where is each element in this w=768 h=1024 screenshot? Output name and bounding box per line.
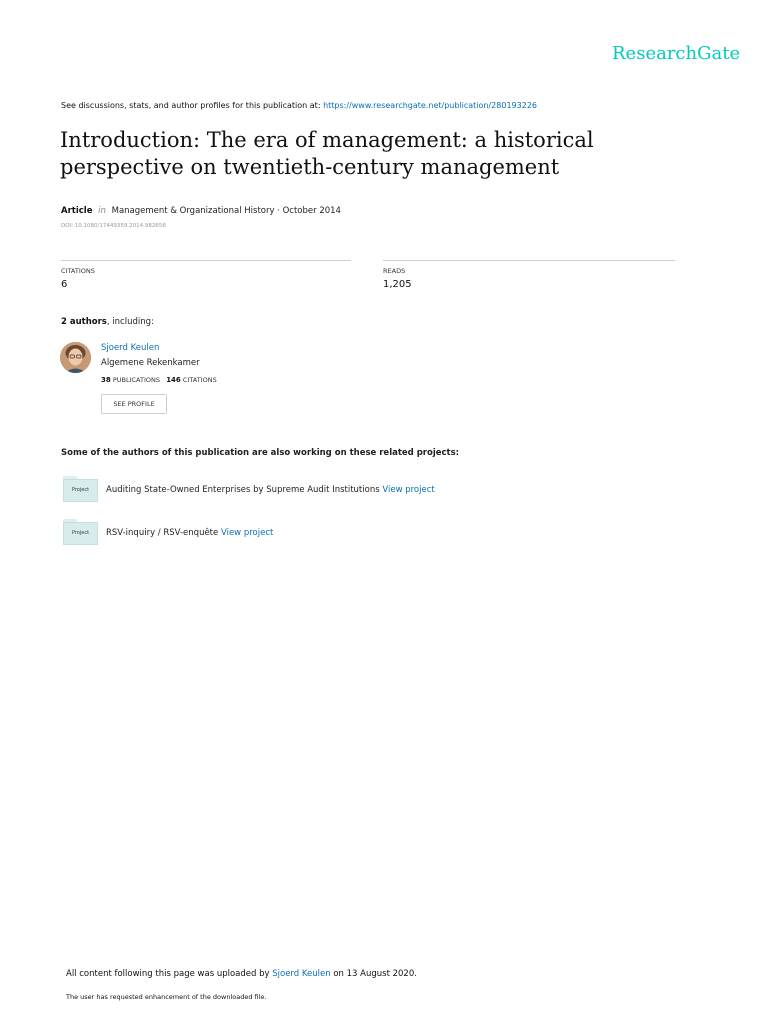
- reads-stat: [383, 267, 412, 290]
- author-name-link[interactable]: Sjoerd Keulen: [101, 343, 160, 353]
- see-text: See discussions, stats, and author profiles for this publication at:: [61, 101, 321, 110]
- citations-stat: [61, 267, 95, 290]
- reads-label: READS: [383, 267, 406, 275]
- upload-suffix: on 13 August 2020.: [333, 969, 417, 979]
- project-title: Auditing State-Owned Enterprises by Supreme Audit Institutions: [106, 485, 380, 495]
- project-item: [106, 528, 273, 538]
- enhancement-note: The user has requested enhancement of the downloaded file.: [66, 993, 267, 1001]
- project-icon: [63, 519, 98, 545]
- project-icon: [63, 476, 98, 502]
- authors-heading: [61, 317, 154, 327]
- project-title: RSV-inquiry / RSV-enquête: [106, 528, 219, 538]
- publication-meta: [61, 206, 341, 216]
- upload-prefix: All content following this page was uploaded by: [66, 969, 270, 979]
- citations-label: CITATIONS: [61, 267, 95, 275]
- publication-type: Article: [61, 206, 93, 216]
- citations-value: 6: [61, 279, 68, 290]
- authors-including: , including:: [106, 317, 154, 327]
- project-item: [106, 485, 435, 495]
- journal-date: Management & Organizational History · October 2014: [111, 206, 341, 216]
- reads-value: 1,205: [383, 279, 412, 290]
- author-stats: [101, 376, 217, 384]
- author-publications-count: 38: [101, 376, 111, 384]
- authors-count: 2 authors: [61, 317, 107, 327]
- reads-divider: [383, 260, 675, 261]
- upload-notice: [66, 969, 417, 979]
- author-publications-label: PUBLICATIONS: [112, 376, 160, 384]
- see-profile-button[interactable]: SEE PROFILE: [101, 394, 167, 414]
- publication-title: Introduction: The era of management: a historical perspective on twentieth-century management: [60, 128, 594, 179]
- doi-text: DOI: 10.1080/17449359.2014.982658: [61, 223, 166, 229]
- author-institution: Algemene Rekenkamer: [101, 358, 200, 368]
- avatar-image: [60, 342, 91, 373]
- discussion-line: [61, 101, 537, 110]
- view-project-link[interactable]: View project: [382, 485, 435, 495]
- view-project-link[interactable]: View project: [220, 528, 274, 538]
- related-projects-heading: Some of the authors of this publication are also working on these related projects:: [61, 448, 460, 458]
- uploader-link[interactable]: Sjoerd Keulen: [272, 969, 331, 979]
- author-avatar[interactable]: [60, 342, 91, 373]
- citations-divider: [61, 260, 351, 261]
- researchgate-logo[interactable]: ResearchGate: [612, 43, 741, 64]
- in-label: in: [98, 206, 106, 216]
- author-citations-label: CITATIONS: [182, 376, 217, 384]
- project-icon-label: Project: [63, 522, 98, 545]
- project-icon-label: Project: [63, 479, 98, 502]
- publication-url-link[interactable]: https://www.researchgate.net/publication/280193226: [323, 101, 537, 110]
- author-citations-count: 146: [166, 376, 181, 384]
